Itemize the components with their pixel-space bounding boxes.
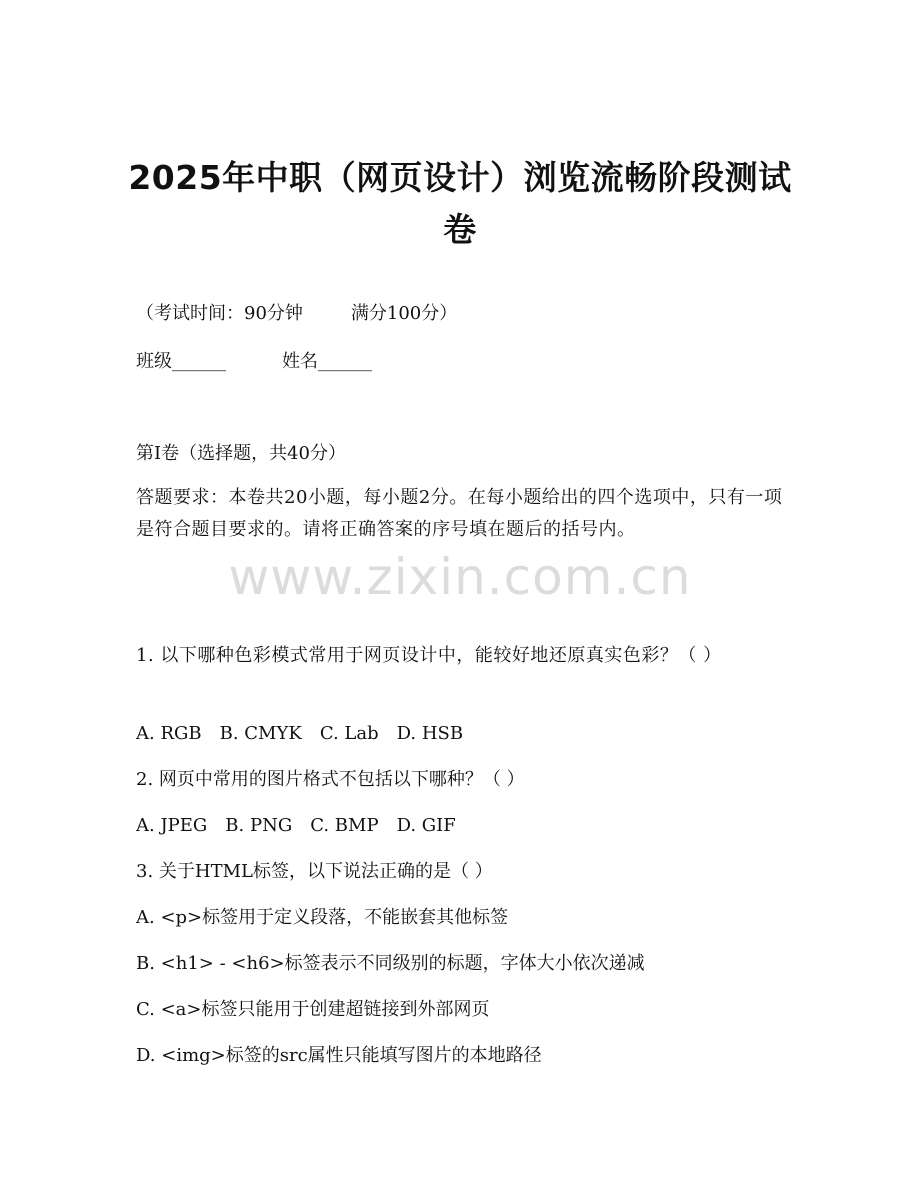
- question-3-option-c: C. <a>标签只能用于创建超链接到外部网页: [136, 999, 490, 1020]
- question-2-option-c: C. BMP: [310, 815, 379, 836]
- question-2-option-a: A. JPEG: [136, 815, 208, 836]
- question-3-option-d: D. <img>标签的src属性只能填写图片的本地路径: [136, 1045, 542, 1066]
- question-2-option-d: D. GIF: [396, 815, 456, 836]
- exam-full-score: 满分100分）: [350, 303, 458, 324]
- class-field: 班级______: [136, 351, 226, 372]
- question-1-option-b: B. CMYK: [219, 723, 302, 744]
- question-1-options: [136, 720, 481, 748]
- section-instructions: 答题要求：本卷共20小题，每小题2分。在每小题给出的四个选项中，只有一项是符合题目要求的。请将正确答案的序号填在题后的括号内。: [136, 487, 783, 540]
- exam-info: [136, 300, 457, 328]
- question-3-option-b: B. <h1> - <h6>标签表示不同级别的标题，字体大小依次递减: [136, 953, 645, 974]
- question-2-options: [136, 812, 474, 840]
- question-3-option-a: A. <p>标签用于定义段落，不能嵌套其他标签: [136, 907, 509, 928]
- student-fields: [136, 348, 372, 376]
- question-1-option-a: A. RGB: [136, 723, 202, 744]
- section-heading: 第I卷（选择题，共40分）: [136, 443, 347, 464]
- question-1-stem: 1. 以下哪种色彩模式常用于网页设计中，能较好地还原真实色彩？（ ）: [136, 645, 722, 666]
- exam-time: （考试时间：90分钟: [136, 303, 303, 324]
- question-1-option-c: C. Lab: [319, 723, 379, 744]
- question-2-stem: 2. 网页中常用的图片格式不包括以下哪种？（ ）: [136, 769, 525, 790]
- document-title: 2025年中职（网页设计）浏览流畅阶段测试卷: [128, 158, 792, 249]
- name-field: 姓名______: [282, 351, 372, 372]
- watermark: www.zixin.com.cn: [228, 548, 692, 606]
- question-3-stem: 3. 关于HTML标签，以下说法正确的是（ ）: [136, 861, 493, 882]
- question-1-option-d: D. HSB: [396, 723, 464, 744]
- question-2-option-b: B. PNG: [225, 815, 293, 836]
